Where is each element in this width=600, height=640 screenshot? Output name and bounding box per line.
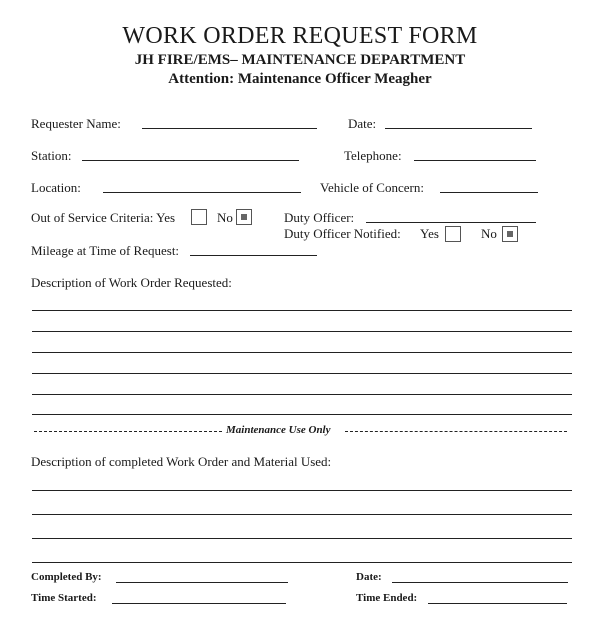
notified-yes-checkbox[interactable] [445, 226, 461, 242]
requester-name-field[interactable] [142, 128, 317, 129]
maintenance-date-label: Date: [356, 571, 382, 583]
location-field[interactable] [103, 192, 301, 193]
completed-line[interactable] [32, 514, 572, 515]
completed-description-label: Description of completed Work Order and Material Used: [31, 454, 332, 469]
completed-line[interactable] [32, 562, 572, 563]
date-field[interactable] [385, 128, 532, 129]
completed-line[interactable] [32, 490, 572, 491]
completed-line[interactable] [32, 538, 572, 539]
form-title: WORK ORDER REQUEST FORM [122, 23, 478, 49]
department-heading: JH FIRE/EMS– MAINTENANCE DEPARTMENT [134, 52, 466, 68]
oos-no-checkbox[interactable] [236, 209, 252, 225]
mileage-field[interactable] [190, 255, 317, 256]
station-field[interactable] [82, 160, 299, 161]
telephone-field[interactable] [414, 160, 536, 161]
vehicle-field[interactable] [440, 192, 538, 193]
oos-no-label: No [217, 210, 233, 225]
description-line[interactable] [32, 352, 572, 353]
description-line[interactable] [32, 310, 572, 311]
attention-line: Attention: Maintenance Officer Meagher [168, 71, 432, 87]
location-label: Location: [31, 180, 81, 195]
station-label: Station: [31, 148, 72, 163]
separator-right [345, 431, 567, 432]
duty-officer-field[interactable] [366, 222, 536, 223]
notified-no-checkbox[interactable] [502, 226, 518, 242]
time-ended-field[interactable] [428, 603, 567, 604]
description-label: Description of Work Order Requested: [31, 275, 232, 290]
mileage-label: Mileage at Time of Request: [31, 243, 180, 258]
maintenance-use-only-label: Maintenance Use Only [226, 424, 331, 436]
time-started-label: Time Started: [31, 592, 97, 604]
oos-yes-checkbox[interactable] [191, 209, 207, 225]
time-started-field[interactable] [112, 603, 286, 604]
completed-by-label: Completed By: [31, 571, 102, 583]
description-line[interactable] [32, 414, 572, 415]
separator-left [34, 431, 222, 432]
date-label: Date: [348, 116, 377, 131]
duty-notified-label: Duty Officer Notified: [284, 226, 401, 241]
oos-criteria-label: Out of Service Criteria: Yes [31, 210, 176, 225]
description-line[interactable] [32, 394, 572, 395]
telephone-label: Telephone: [344, 148, 402, 163]
duty-no-label: No [481, 226, 497, 241]
duty-officer-label: Duty Officer: [284, 210, 355, 225]
duty-yes-label: Yes [420, 226, 439, 241]
requester-name-label: Requester Name: [31, 116, 121, 131]
description-line[interactable] [32, 331, 572, 332]
maintenance-date-field[interactable] [392, 582, 568, 583]
time-ended-label: Time Ended: [356, 592, 418, 604]
completed-by-field[interactable] [116, 582, 288, 583]
description-line[interactable] [32, 373, 572, 374]
vehicle-label: Vehicle of Concern: [320, 180, 424, 195]
